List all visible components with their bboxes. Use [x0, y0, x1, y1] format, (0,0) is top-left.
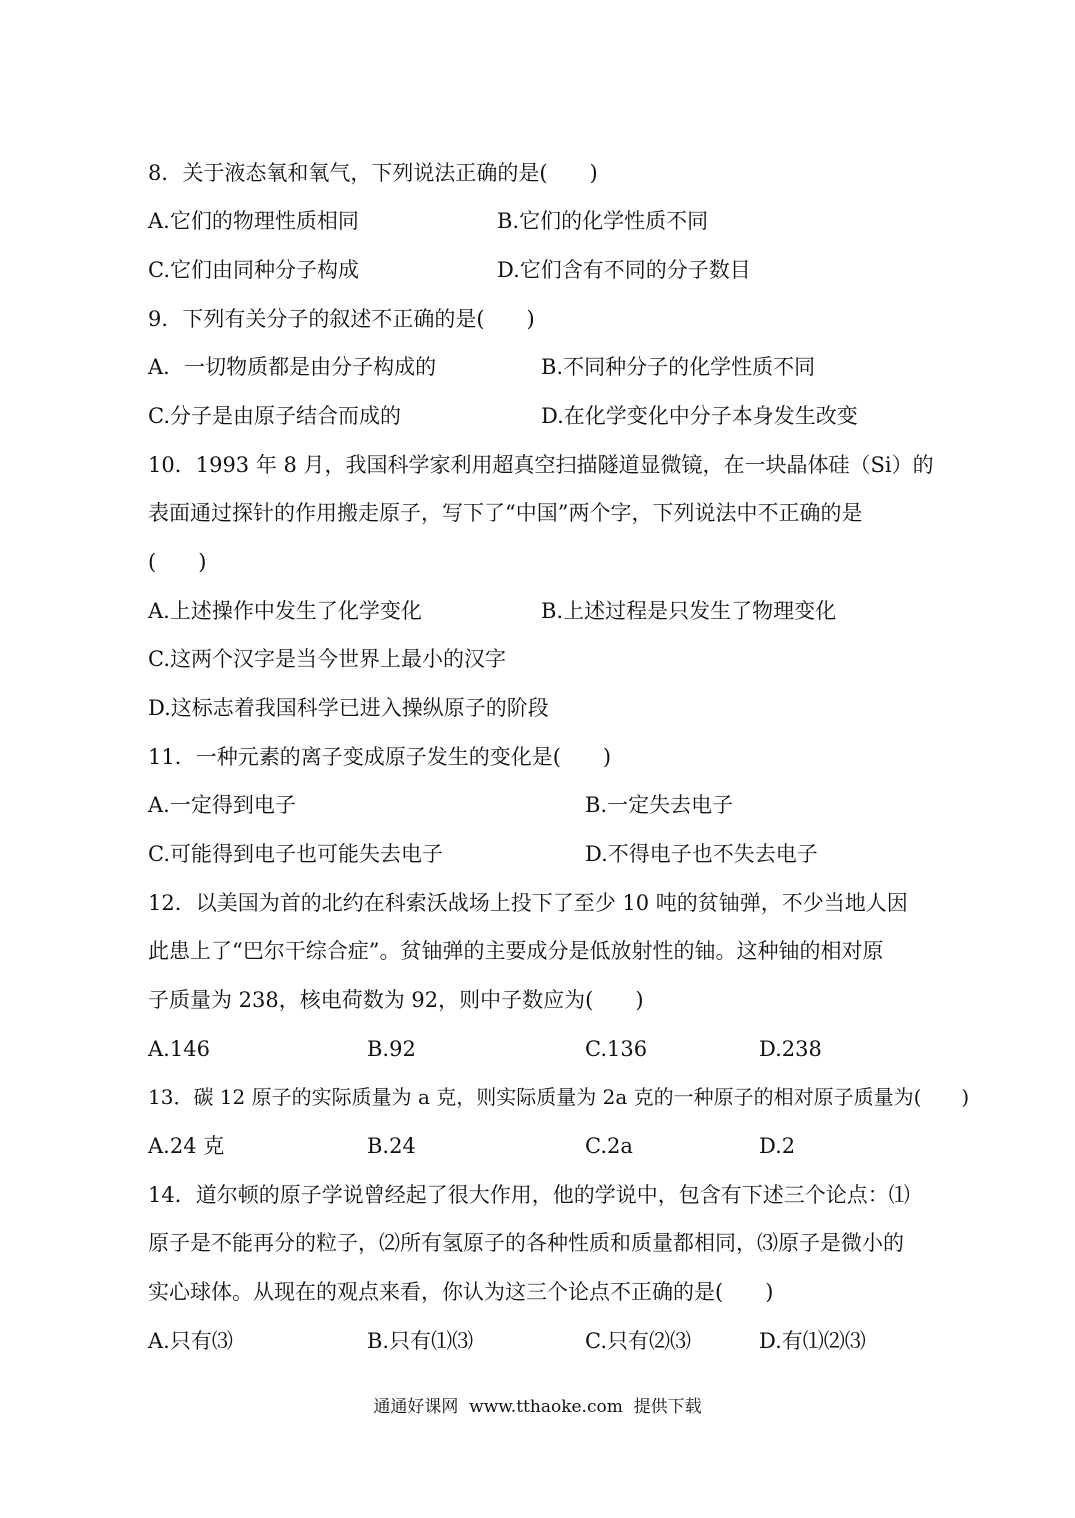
question-8-option-b: B.它们的化学性质不同 — [497, 209, 709, 233]
question-14-option-d: D.有⑴⑵⑶ — [759, 1329, 866, 1353]
question-14-option-a: A.只有⑶ — [148, 1329, 233, 1353]
question-8-option-c: C.它们由同种分子构成 — [148, 258, 359, 282]
question-12-option-a: A.146 — [148, 1037, 210, 1061]
question-12-stem-line-3: 子质量为 238，核电荷数为 92，则中子数应为( ) — [148, 988, 644, 1012]
question-10-stem-line-1: 10．1993 年 8 月，我国科学家利用超真空扫描隧道显微镜，在一块晶体硅（Si）的 — [148, 453, 934, 477]
question-11-option-a: A.一定得到电子 — [148, 793, 296, 817]
question-10-option-a: A.上述操作中发生了化学变化 — [148, 599, 422, 623]
question-12-stem-line-1: 12．以美国为首的北约在科索沃战场上投下了至少 10 吨的贫铀弹，不少当地人因 — [148, 891, 908, 915]
question-11-option-b: B.一定失去电子 — [585, 793, 734, 817]
question-11-option-c: C.可能得到电子也可能失去电子 — [148, 842, 443, 866]
question-12-stem-line-2: 此患上了“巴尔干综合症”。贫铀弹的主要成分是低放射性的铀。这种铀的相对原 — [148, 939, 884, 963]
question-10-stem-line-3: ( ) — [148, 550, 207, 574]
question-8-stem: 8．关于液态氧和氧气，下列说法正确的是( ) — [148, 161, 598, 185]
question-9-option-c: C.分子是由原子结合而成的 — [148, 404, 401, 428]
question-10-option-b: B.上述过程是只发生了物理变化 — [541, 599, 837, 623]
question-13-stem: 13．碳 12 原子的实际质量为 a 克，则实际质量为 2a 克的一种原子的相对原子质量为( ) — [148, 1085, 970, 1109]
question-9-stem: 9．下列有关分子的叙述不正确的是( ) — [148, 307, 535, 331]
question-14-stem-line-1: 14．道尔顿的原子学说曾经起了很大作用，他的学说中，包含有下述三个论点：⑴ — [148, 1183, 910, 1207]
question-8-option-a: A.它们的物理性质相同 — [148, 209, 359, 233]
question-13-option-d: D.2 — [759, 1134, 796, 1158]
question-10-stem-line-2: 表面通过探针的作用搬走原子，写下了“中国”两个字，下列说法中不正确的是 — [148, 501, 863, 525]
question-13-option-a: A.24 克 — [148, 1134, 225, 1158]
question-14-option-b: B.只有⑴⑶ — [367, 1329, 474, 1353]
question-12-option-b: B.92 — [367, 1037, 416, 1061]
question-14-stem-line-3: 实心球体。从现在的观点来看，你认为这三个论点不正确的是( ) — [148, 1280, 774, 1304]
page-footer: 通通好课网 www.tthaoke.com 提供下载 — [373, 1397, 702, 1417]
question-9-option-d: D.在化学变化中分子本身发生改变 — [541, 404, 858, 428]
question-14-option-c: C.只有⑵⑶ — [585, 1329, 691, 1353]
question-13-option-c: C.2a — [585, 1134, 633, 1158]
question-13-option-b: B.24 — [367, 1134, 416, 1158]
question-9-option-a: A．一切物质都是由分子构成的 — [148, 355, 437, 379]
question-10-option-c: C.这两个汉字是当今世界上最小的汉字 — [148, 647, 506, 671]
question-9-option-b: B.不同种分子的化学性质不同 — [541, 355, 816, 379]
question-10-option-d: D.这标志着我国科学已进入操纵原子的阶段 — [148, 696, 549, 720]
question-11-stem: 11．一种元素的离子变成原子发生的变化是( ) — [148, 745, 612, 769]
question-12-option-c: C.136 — [585, 1037, 648, 1061]
question-8-option-d: D.它们含有不同的分子数目 — [497, 258, 751, 282]
question-11-option-d: D.不得电子也不失去电子 — [585, 842, 818, 866]
question-14-stem-line-2: 原子是不能再分的粒子，⑵所有氢原子的各种性质和质量都相同，⑶原子是微小的 — [148, 1231, 904, 1255]
question-12-option-d: D.238 — [759, 1037, 822, 1061]
